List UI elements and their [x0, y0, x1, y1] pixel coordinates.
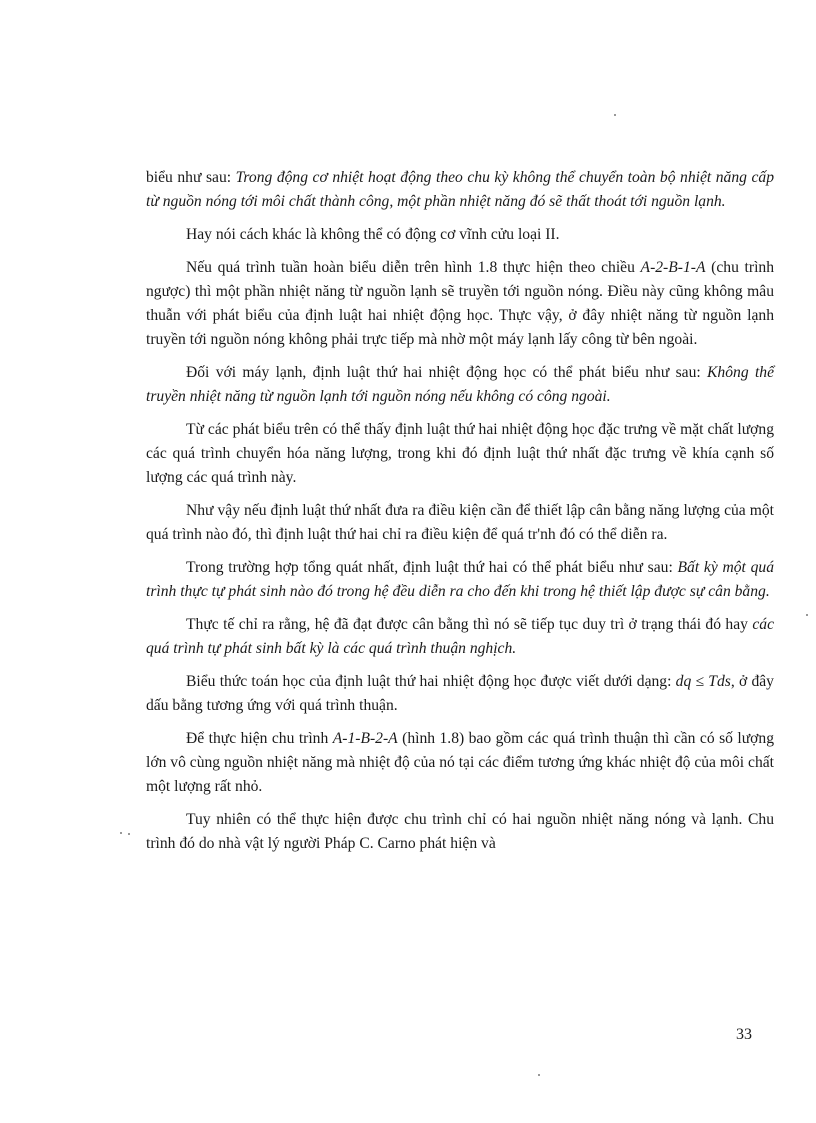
scan-speck: [614, 114, 616, 116]
italic-text: A-2-B-1-A: [640, 259, 706, 276]
paragraph: [146, 670, 774, 718]
text-segment: (chu trình ngược) thì một phần nhiệt năng từ nguồn lạnh sẽ truyền tới nguồn nóng. Điều này cũng không mâu thuẫn với phát biểu của định luật hai nhiệt động học. Thực vậy, ở đây nhiệt năng từ nguồn lạnh truyền tới nguồn nóng không phải trực tiếp mà nhờ một máy lạnh lấy công từ bên ngoài.: [146, 259, 774, 348]
text-segment: Hay nói cách khác là không thể có động cơ vĩnh cửu loại II.: [186, 226, 560, 243]
text-segment: , ở đây dấu bằng tương ứng với quá trình thuận.: [146, 673, 774, 714]
paragraph: [146, 361, 774, 409]
italic-text: A-1-B-2-A: [332, 730, 398, 747]
text-segment: Trong trường hợp tổng quát nhất, định luật thứ hai có thể phát biểu như sau:: [186, 559, 678, 576]
italic-text: Bất kỳ một quá trình thực tự phát sinh nào đó trong hệ đều diễn ra cho đến khi trong hệ thiết lập được sự cân bằng.: [146, 559, 774, 600]
page-number: 33: [736, 1026, 752, 1043]
paragraph: [146, 613, 774, 661]
text-segment: Tuy nhiên có thể thực hiện được chu trình chỉ có hai nguồn nhiệt năng nóng và lạnh. Chu trình đó do nhà vật lý người Pháp C. Carno phát hiện và: [146, 811, 774, 852]
paragraph: [146, 499, 774, 547]
italic-text: Trong động cơ nhiệt hoạt động theo chu kỳ không thể chuyển toàn bộ nhiệt năng cấp từ nguồn nóng tới môi chất thành công, một phần nhiệt năng đó sẽ thất thoát tới nguồn lạnh.: [146, 169, 774, 210]
scan-speck: [128, 833, 130, 835]
scan-speck: [538, 1074, 540, 1076]
italic-text: dq ≤ Tds: [675, 673, 731, 690]
paragraph: [146, 727, 774, 799]
italic-text: các quá trình tự phát sinh bất kỳ là các quá trình thuận nghịch.: [146, 616, 774, 657]
text-segment: Từ các phát biểu trên có thể thấy định luật thứ hai nhiệt động học đặc trưng về mặt chất lượng các quá trình chuyển hóa năng lượng, trong khi đó định luật thứ nhất đặc trưng về khía cạnh số lượng các quá trình này.: [146, 421, 774, 486]
text-segment: (hình 1.8) bao gồm các quá trình thuận thì cần có số lượng lớn vô cùng nguồn nhiệt năng mà nhiệt độ của nó tại các điểm tương ứng khác nhiệt độ của môi chất một lượng rất nhỏ.: [146, 730, 774, 795]
text-segment: Đối với máy lạnh, định luật thứ hai nhiệt động học có thể phát biểu như sau:: [186, 364, 708, 381]
paragraph: [146, 808, 774, 856]
paragraph: [146, 166, 774, 214]
text-segment: biểu như sau:: [146, 169, 236, 186]
scan-speck: [120, 832, 122, 834]
text-segment: Biểu thức toán học của định luật thứ hai nhiệt động học được viết dưới dạng:: [186, 673, 676, 690]
paragraph: [146, 418, 774, 490]
text-segment: Để thực hiện chu trình: [186, 730, 333, 747]
paragraph: [146, 556, 774, 604]
text-segment: Thực tế chỉ ra rằng, hệ đã đạt được cân bằng thì nó sẽ tiếp tục duy trì ở trạng thái đó hay: [186, 616, 753, 633]
text-segment: Nếu quá trình tuần hoàn biểu diễn trên hình 1.8 thực hiện theo chiều: [186, 259, 641, 276]
scan-speck: [806, 614, 808, 616]
italic-text: Không thể truyền nhiệt năng từ nguồn lạnh tới nguồn nóng nếu không có công ngoài.: [146, 364, 774, 405]
text-segment: Như vậy nếu định luật thứ nhất đưa ra điều kiện cần để thiết lập cân bằng năng lượng của một quá trình nào đó, thì định luật thứ hai chỉ ra điều kiện để quá tr'nh đó có thể diễn ra.: [146, 502, 774, 543]
body-text: [146, 166, 774, 865]
paragraph: [146, 223, 774, 247]
paragraph: [146, 256, 774, 352]
